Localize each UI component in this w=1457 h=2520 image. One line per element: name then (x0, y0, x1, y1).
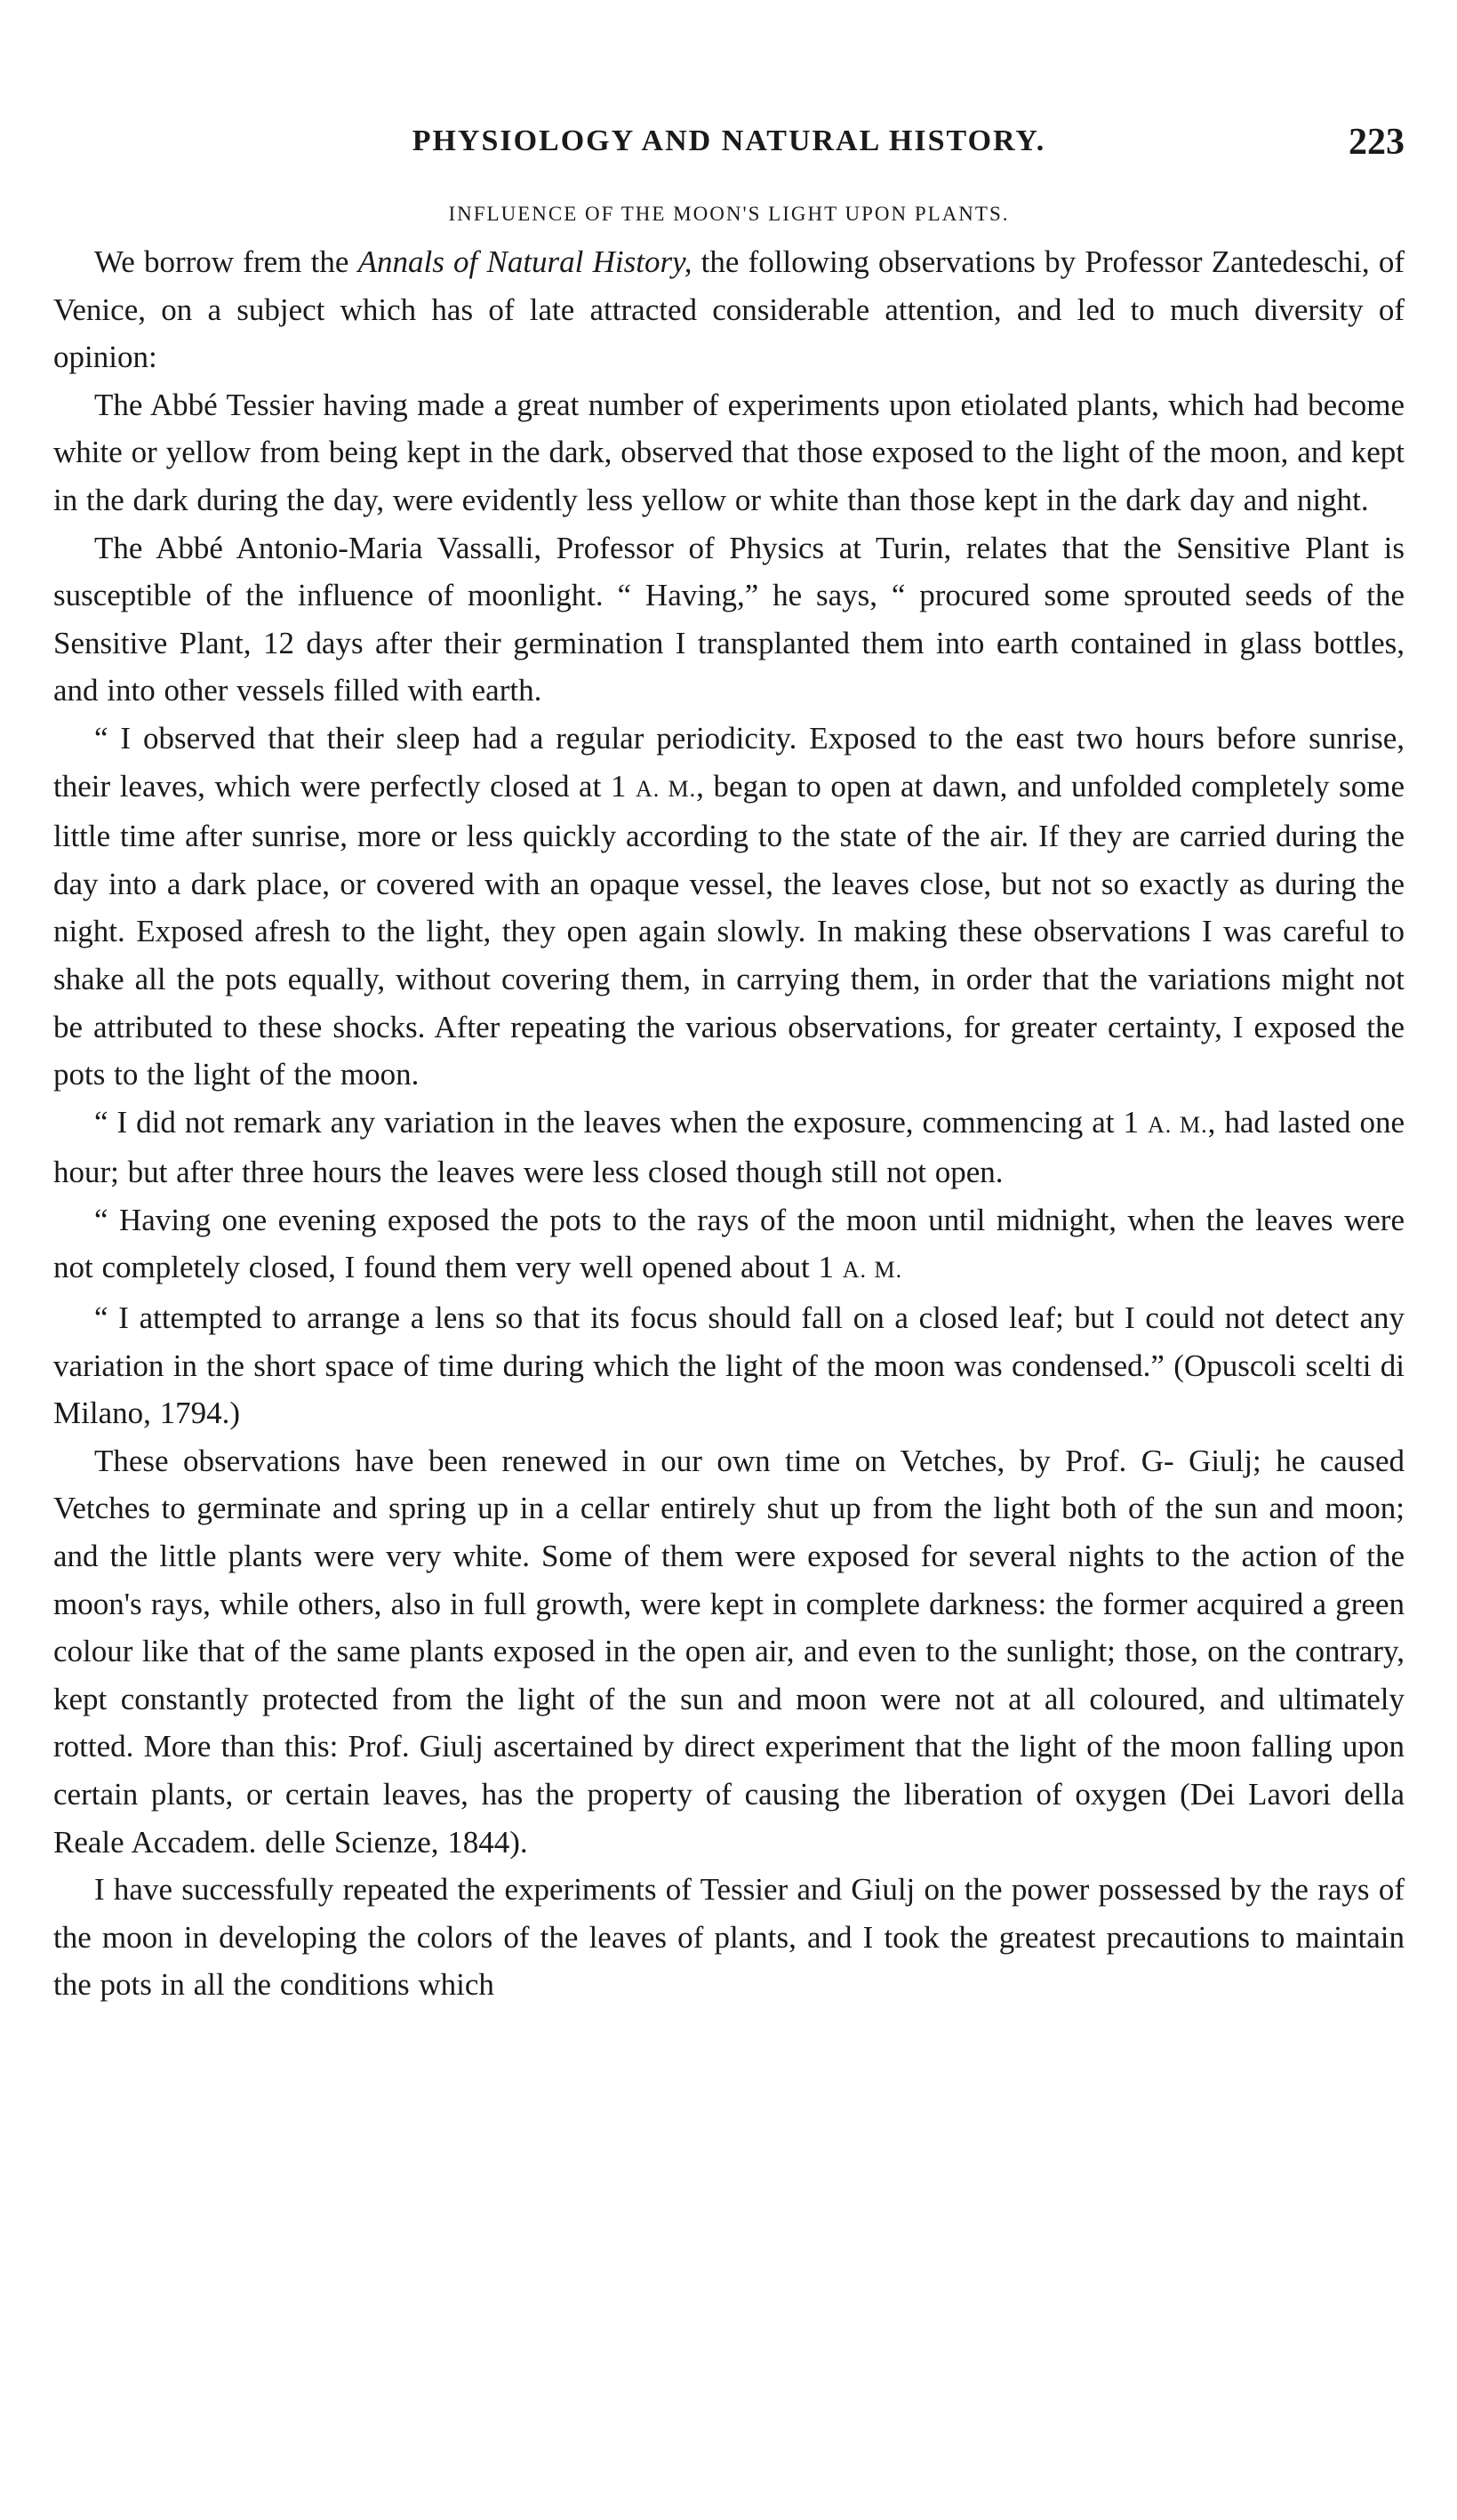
section-title: INFLUENCE OF THE MOON'S LIGHT UPON PLANTS. (448, 203, 1010, 225)
time-am: A. M. (842, 1257, 903, 1284)
page-number: 223 (1349, 122, 1405, 163)
journal-title: Annals of Natural History, (357, 244, 692, 279)
time-am: A. M. (635, 775, 697, 802)
paragraph-1-before: We borrow frem the (94, 244, 358, 279)
book-page (53, 124, 1405, 2009)
paragraph-1 (53, 238, 1405, 381)
running-title: PHYSIOLOGY AND NATURAL HISTORY. (412, 124, 1046, 157)
paragraph-4 (53, 715, 1405, 1099)
paragraph-4-after: , began to open at dawn, and unfolded completely some little time after sunrise, more or less quickly according to the state of the air. If they are carried during the day into a dark place, or covered with an opaque vessel, the leaves close, but not so exactly as during the night. Exposed afresh to the light, they open again slowly. In making these observations I was careful to shake all the pots equally, without covering them, in carrying them, in order that the variations might not be attributed to these shocks. After repeating the various observations, for greater certainty, I exposed the pots to the light of the moon. (53, 768, 1405, 1092)
paragraph-8: These observations have been renewed in our own time on Vetches, by Prof. G- Giulj; he caused Vetches to germinate and spring up in a cellar entirely shut up from the light both of the sun and moon; and the little plants were very white. Some of them were exposed for several nights to the action of the moon's rays, while others, also in full growth, were kept in complete darkness: the former acquired a green colour like that of the same plants exposed in the open air, and even to the sunlight; those, on the contrary, kept constantly protected from the light of the sun and moon were not at all coloured, and ultimately rotted. More than this: Prof. Giulj ascertained by direct experiment that the light of the moon falling upon certain plants, or certain leaves, has the property of causing the liberation of oxygen (Dei Lavori della Reale Accadem. delle Scienze, 1844). (53, 1443, 1405, 1860)
paragraph-5-before: “ I did not remark any variation in the leaves when the exposure, commencing at 1 (94, 1104, 1148, 1140)
paragraph-4-before: “ I observed that their sleep had a regular periodicity. Exposed to the east two hours before sunrise, their leaves, which were perfectly closed at 1 (53, 720, 1405, 804)
paragraph-9: I have successfully repeated the experiments of Tessier and Giulj on the power possessed by the rays of the moon in developing the colors of the leaves of plants, and I took the greatest precautions to maintain the pots in all the conditions which (53, 1872, 1405, 2003)
paragraph-6-before: “ Having one evening exposed the pots to the rays of the moon until midnight, when the leaves were not completely closed, I found them very well opened about 1 (53, 1202, 1405, 1285)
paragraph-1-after: the following observations by Professor Zantedeschi, of Venice, on a subject which has of late attracted considerable attention, and led to much diversity of opinion: (53, 244, 1405, 375)
paragraph-7: “ I attempted to arrange a lens so that its focus should fall on a closed leaf; but I could not detect any variation in the short space of time during which the light of the moon was condensed.” (Opuscoli scelti di Milano, 1794.) (53, 1300, 1405, 1431)
paragraph-2: The Abbé Tessier having made a great number of experiments upon etiolated plants, which had become white or yellow from being kept in the dark, observed that those exposed to the light of the moon, and kept in the dark during the day, were evidently less yellow or white than those kept in the dark day and night. (53, 387, 1405, 517)
running-head (53, 124, 1405, 178)
paragraph-5-after: , had lasted one hour; but after three hours the leaves were less closed though still not open. (53, 1104, 1405, 1190)
paragraph-5 (53, 1099, 1405, 1196)
paragraph-3: The Abbé Antonio-Maria Vassalli, Professor of Physics at Turin, relates that the Sensitive Plant is susceptible of the influence of moonlight. “ Having,” he says, “ procured some sprouted seeds of the Sensitive Plant, 12 days after their germination I transplanted them into earth contained in glass bottles, and into other vessels filled with earth. (53, 530, 1405, 708)
paragraph-6 (53, 1196, 1405, 1294)
time-am: A. M. (1147, 1111, 1208, 1138)
